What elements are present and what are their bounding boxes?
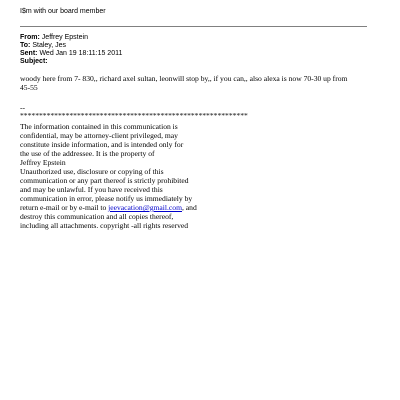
email-headers bbox=[20, 34, 122, 66]
disclaimer-text: return e-mail or by e-mail to bbox=[20, 203, 109, 212]
body-line-2: 45-55 bbox=[20, 83, 38, 92]
subject-row bbox=[20, 58, 122, 66]
disclaimer-line-with-link bbox=[20, 203, 280, 212]
disclaimer-line: The information contained in this communication is bbox=[20, 122, 178, 131]
header-divider bbox=[20, 26, 367, 27]
from-value: Jeffrey Epstein bbox=[41, 34, 88, 41]
signature-stars: ************************************************************ bbox=[20, 111, 248, 120]
to-row bbox=[20, 42, 122, 50]
email-subject-title: I$m with our board member bbox=[20, 8, 106, 15]
to-label: To: bbox=[20, 42, 31, 49]
signature-separator bbox=[20, 104, 248, 120]
from-label: From: bbox=[20, 34, 40, 41]
to-value: Staley, Jes bbox=[32, 42, 67, 49]
disclaimer-line: communication or any part thereof is strictly prohibited bbox=[20, 176, 189, 185]
disclaimer-line: including all attachments. copyright -all rights reserved bbox=[20, 221, 189, 230]
disclaimer-line: Unauthorized use, disclosure or copying of this bbox=[20, 167, 164, 176]
body-line-1: woody here from 7- 830,, richard axel sultan, leonwill stop by,, if you can,, also alexa is now 70-30 up from bbox=[20, 74, 348, 83]
disclaimer-line: constitute inside information, and is intended only for bbox=[20, 140, 184, 149]
disclaimer-line: communication in error, please notify us immediately by bbox=[20, 194, 193, 203]
subject-label: Subject: bbox=[20, 58, 48, 65]
email-body bbox=[20, 74, 370, 92]
disclaimer-line: the use of the addressee. It is the property of bbox=[20, 149, 155, 158]
sent-value: Wed Jan 19 18:11:15 2011 bbox=[39, 50, 123, 57]
disclaimer-line: and may be unlawful. If you have received this bbox=[20, 185, 163, 194]
confidentiality-disclaimer bbox=[20, 122, 280, 230]
sent-row bbox=[20, 50, 122, 58]
disclaimer-line: Jeffrey Epstein bbox=[20, 158, 66, 167]
disclaimer-text: , and bbox=[181, 203, 197, 212]
email-link[interactable]: jeevacation@gmail.com bbox=[108, 203, 182, 212]
disclaimer-line: confidential, may be attorney-client privileged, may bbox=[20, 131, 178, 140]
disclaimer-line: destroy this communication and all copies thereof, bbox=[20, 212, 174, 221]
from-row bbox=[20, 34, 122, 42]
signature-dashes: -- bbox=[20, 103, 26, 112]
sent-label: Sent: bbox=[20, 50, 38, 57]
